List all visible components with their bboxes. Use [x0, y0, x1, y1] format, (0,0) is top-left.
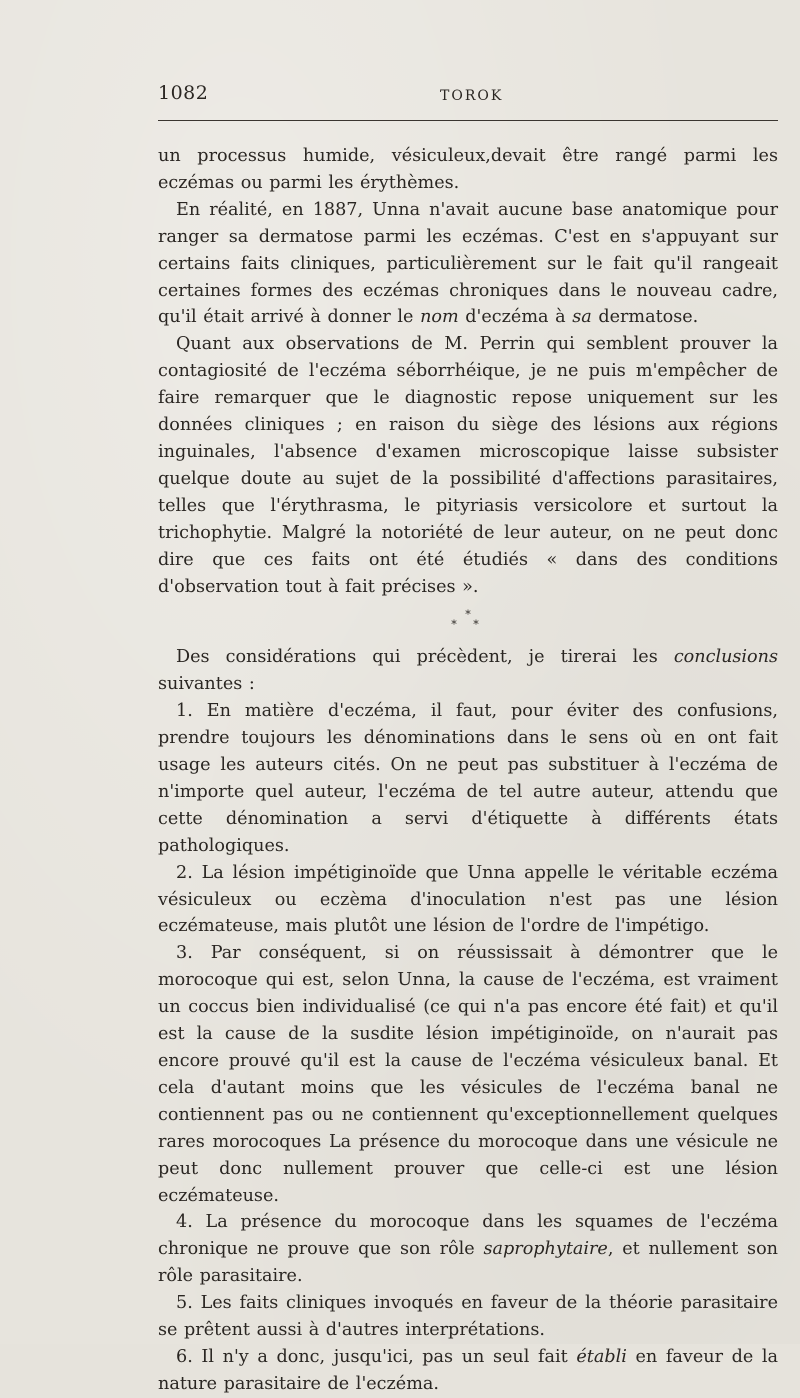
- header-rule: [158, 120, 778, 121]
- conclusion-item: 6. Il n'y a donc, jusqu'ici, pas un seul fait établi en faveur de la nature parasitaire de l'eczéma.: [158, 1346, 779, 1394]
- page-number: 1082: [158, 82, 209, 104]
- asterism: [158, 600, 778, 644]
- conclusion-item: 3. Par conséquent, si on réussissait à démontrer que le morocoque qui est, selon Unna, la cause de l'eczéma, est vraiment un coccus bien individualisé (ce qui n'a pas encore été fait) et qu'il est la cause de la susdite lésion impétiginoïde, on n'aurait pas encore prouvé qu'il est la cause de l'eczéma vésiculeux banal. Et cela d'autant moins que les vésicules de l'eczéma banal ne contiennent pas ou ne contiennent qu'exceptionnellement quelques rares morocoques La présence du morocoque dans une vésicule ne peut donc nullement prouver que celle-ci est une lésion eczémateuse.: [158, 943, 778, 1206]
- conclusion-item: 5. Les faits cliniques invoqués en faveur de la théorie parasitaire se prêtent aussi à d'autres interprétations.: [158, 1293, 778, 1341]
- conclusion-item: 2. La lésion impétiginoïde que Unna appelle le véritable eczéma vésiculeux ou eczèma d'inoculation n'est pas une lésion eczémateuse, mais plutôt une lésion de l'ordre de l'impétigo.: [158, 862, 778, 937]
- paragraph: En réalité, en 1887, Unna n'avait aucune base anatomique pour ranger sa dermatose parmi les eczémas. C'est en s'appuyant sur certains faits cliniques, particulièrement sur le fait qu'il rangeait certaines formes des eczémas chroniques dans le nouveau cadre, qu'il était arrivé à donner le nom d'eczéma à sa dermatose.: [158, 199, 778, 328]
- page-header: [158, 78, 778, 108]
- body-text: [158, 143, 778, 1398]
- asterism-top: *: [465, 608, 471, 622]
- conclusion-item: 4. La présence du morocoque dans les squames de l'eczéma chronique ne prouve que son rôle saprophytaire, et nullement son rôle parasitaire.: [158, 1212, 778, 1287]
- asterism-bottom: * *: [451, 618, 485, 632]
- running-head: TOROK: [440, 88, 504, 104]
- paragraph: Quant aux observations de M. Perrin qui semblent prouver la contagiosité de l'eczéma séborrhéique, je ne puis m'empêcher de faire remarquer que le diagnostic repose uniquement sur les données cliniques ; en raison du siège des lésions aux régions inguinales, l'absence d'examen microscopique laisse subsister quelque doute au sujet de la possibilité d'affections parasitaires, telles que l'érythrasma, le pityriasis versicolore et surtout la trichophytie. Malgré la notoriété de leur auteur, on ne peut donc dire que ces faits ont été étudiés « dans des conditions d'observation tout à fait précises ».: [158, 334, 778, 597]
- conclusion-item: 1. En matière d'eczéma, il faut, pour éviter des confusions, prendre toujours les dénominations dans le sens où en ont fait usage les auteurs cités. On ne peut pas substituer à l'eczéma de n'importe quel auteur, l'eczéma de tel autre auteur, attendu que cette dénomination a servi d'étiquette à différents états pathologiques.: [158, 701, 778, 856]
- paragraph: un processus humide, vésiculeux,devait être rangé parmi les eczémas ou parmi les érythèmes.: [158, 146, 778, 193]
- paragraph: Des considérations qui précèdent, je tirerai les conclusions suivantes :: [158, 647, 779, 695]
